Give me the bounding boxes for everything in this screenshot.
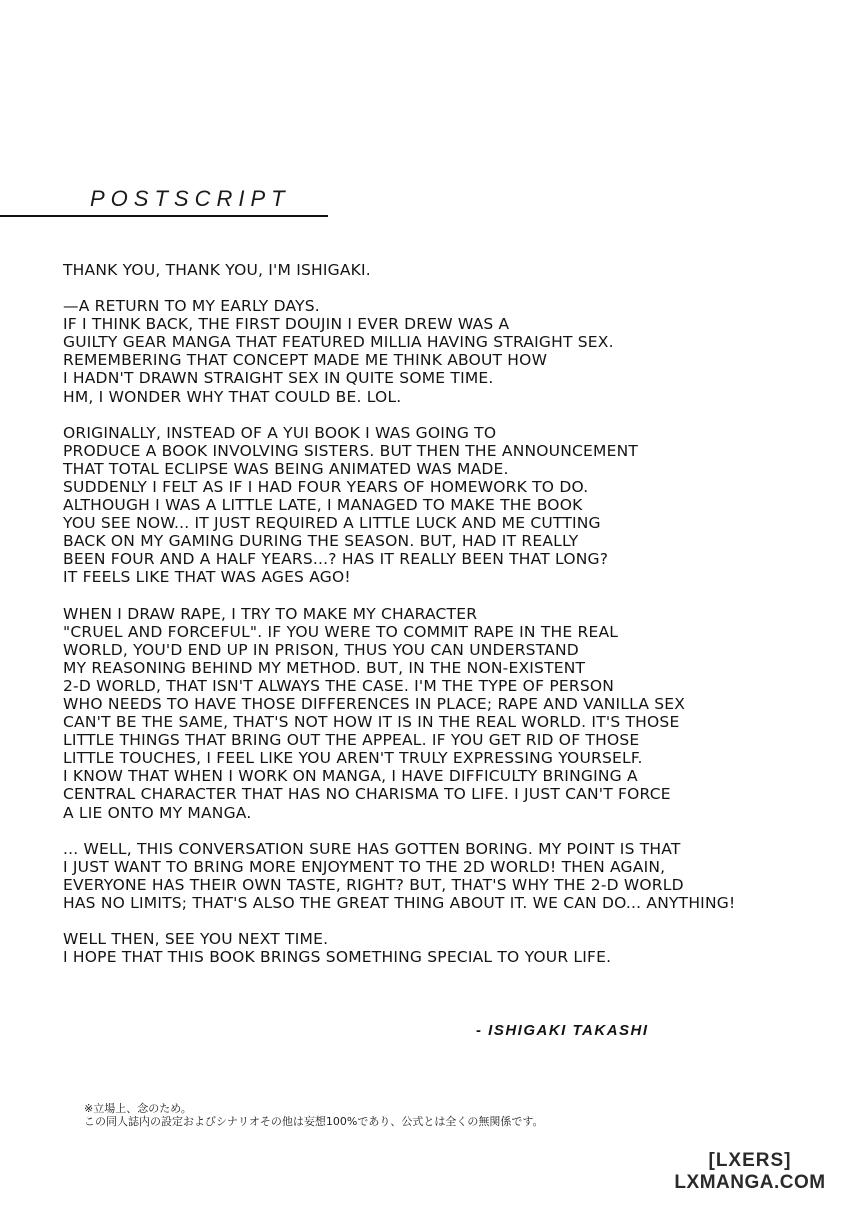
- text-line: I KNOW THAT WHEN I WORK ON MANGA, I HAVE DIFFICULTY BRINGING A: [63, 767, 638, 786]
- text-line: WHO NEEDS TO HAVE THOSE DIFFERENCES IN PLACE; RAPE AND VANILLA SEX: [63, 694, 686, 713]
- text-line: "CRUEL AND FORCEFUL". IF YOU WERE TO COMMIT RAPE IN THE REAL: [63, 622, 619, 641]
- text-line: I HOPE THAT THIS BOOK BRINGS SOMETHING SPECIAL TO YOUR LIFE.: [63, 948, 612, 967]
- paragraph-farewell: [63, 930, 843, 966]
- watermark-url: LXMANGA.COM: [674, 1172, 826, 1193]
- text-line: IT FEELS LIKE THAT WAS AGES AGO!: [63, 568, 351, 587]
- text-line: ORIGINALLY, INSTEAD OF A YUI BOOK I WAS GOING TO: [63, 423, 497, 442]
- text-line: GUILTY GEAR MANGA THAT FEATURED MILLIA HAVING STRAIGHT SEX.: [63, 333, 614, 352]
- text-line: WELL THEN, SEE YOU NEXT TIME.: [63, 930, 329, 948]
- text-line: WORLD, YOU'D END UP IN PRISON, THUS YOU CAN UNDERSTAND: [63, 640, 579, 659]
- text-line: CENTRAL CHARACTER THAT HAS NO CHARISMA TO LIFE. I JUST CAN'T FORCE: [63, 785, 671, 804]
- text-line: BACK ON MY GAMING DURING THE SEASON. BUT, HAD IT REALLY: [63, 532, 579, 551]
- paragraph-early-days: [63, 297, 843, 406]
- text-line: EVERYONE HAS THEIR OWN TASTE, RIGHT? BUT, THAT'S WHY THE 2-D WORLD: [63, 875, 684, 894]
- title-underline: [0, 215, 328, 217]
- footnote-line: ※立場上、念のため。: [84, 1102, 192, 1115]
- text-line: LITTLE TOUCHES, I FEEL LIKE YOU AREN'T TRULY EXPRESSING YOURSELF.: [63, 749, 643, 768]
- text-line: MY REASONING BEHIND MY METHOD. BUT, IN THE NON-EXISTENT: [63, 658, 586, 677]
- text-line: IF I THINK BACK, THE FIRST DOUJIN I EVER DREW WAS A: [63, 315, 510, 334]
- text-line: THANK YOU, THANK YOU, I'M ISHIGAKI.: [63, 261, 371, 279]
- text-line: I JUST WANT TO BRING MORE ENJOYMENT TO THE 2D WORLD! THEN AGAIN,: [63, 857, 666, 876]
- text-line: CAN'T BE THE SAME, THAT'S NOT HOW IT IS IN THE REAL WORLD. IT'S THOSE: [63, 713, 680, 732]
- text-line: ... WELL, THIS CONVERSATION SURE HAS GOTTEN BORING. MY POINT IS THAT: [63, 839, 681, 858]
- text-line: BEEN FOUR AND A HALF YEARS...? HAS IT REALLY BEEN THAT LONG?: [63, 550, 609, 569]
- page-title: POSTSCRIPT: [90, 186, 291, 211]
- text-line: ALTHOUGH I WAS A LITTLE LATE, I MANAGED TO MAKE THE BOOK: [63, 496, 583, 515]
- text-line: PRODUCE A BOOK INVOLVING SISTERS. BUT THEN THE ANNOUNCEMENT: [63, 441, 639, 460]
- footnote-line: この同人誌内の設定およびシナリオその他は妄想100%であり、公式とは全くの無関係です。: [84, 1115, 544, 1128]
- postscript-body: [63, 261, 843, 984]
- text-line: WHEN I DRAW RAPE, I TRY TO MAKE MY CHARACTER: [63, 604, 478, 623]
- text-line: 2-D WORLD, THAT ISN'T ALWAYS THE CASE. I'M THE TYPE OF PERSON: [63, 676, 615, 695]
- text-line: HAS NO LIMITS; THAT'S ALSO THE GREAT THING ABOUT IT. WE CAN DO... ANYTHING!: [63, 893, 736, 912]
- paragraph-origin: [63, 424, 843, 587]
- text-line: LITTLE THINGS THAT BRING OUT THE APPEAL. IF YOU GET RID OF THOSE: [63, 731, 640, 750]
- japanese-footnote: [84, 1102, 543, 1128]
- watermark-tag: [LXERS]: [708, 1150, 792, 1171]
- site-watermark: [670, 1150, 830, 1194]
- text-line: YOU SEE NOW... IT JUST REQUIRED A LITTLE LUCK AND ME CUTTING: [63, 514, 601, 533]
- author-signature: - ISHIGAKI TAKASHI: [476, 1022, 649, 1039]
- text-line: —A RETURN TO MY EARLY DAYS.: [63, 297, 320, 316]
- text-line: REMEMBERING THAT CONCEPT MADE ME THINK ABOUT HOW: [63, 351, 548, 370]
- text-line: I HADN'T DRAWN STRAIGHT SEX IN QUITE SOME TIME.: [63, 369, 494, 388]
- paragraph-conclusion: [63, 840, 843, 912]
- text-line: THAT TOTAL ECLIPSE WAS BEING ANIMATED WAS MADE.: [63, 459, 509, 478]
- paragraph-greeting: [63, 261, 843, 279]
- text-line: HM, I WONDER WHY THAT COULD BE. LOL.: [63, 387, 402, 406]
- text-line: A LIE ONTO MY MANGA.: [63, 803, 252, 822]
- text-line: SUDDENLY I FELT AS IF I HAD FOUR YEARS OF HOMEWORK TO DO.: [63, 477, 589, 496]
- paragraph-method: [63, 605, 843, 822]
